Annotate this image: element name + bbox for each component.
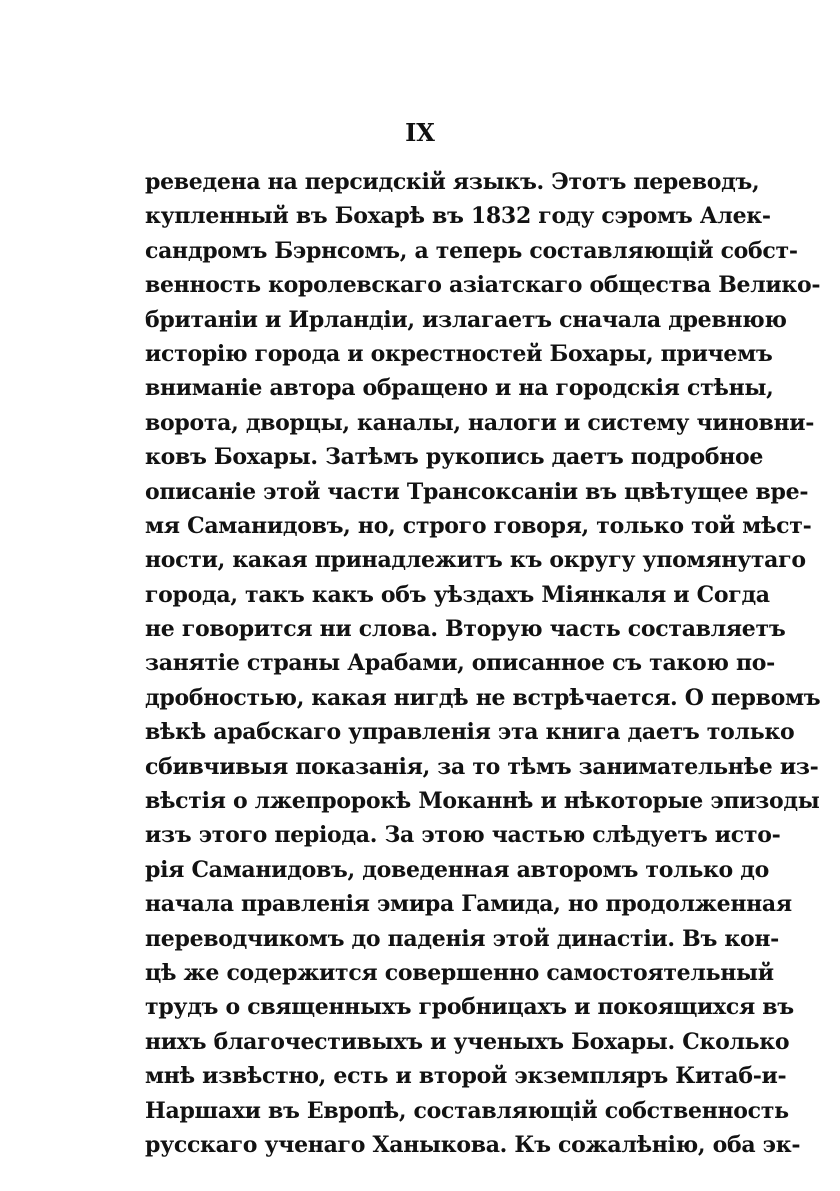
text-line: Наршахи въ Европѣ, составляющій собственность [145, 1097, 789, 1124]
text-line: начала правленія эмира Гамида, но продолженная [145, 891, 792, 918]
text-line: купленный въ Бохарѣ въ 1832 году сэромъ Алек- [145, 203, 771, 230]
text-line: цѣ же содержится совершенно самостоятельный [145, 959, 774, 986]
text-line: исторію города и окрестностей Бохары, причемъ [145, 340, 773, 367]
text-line: британіи и Ирландіи, излагаетъ сначала древнюю [145, 306, 787, 333]
text-line: переводчикомъ до паденія этой династіи. Въ кон- [145, 925, 779, 952]
text-line: сандромъ Бэрнсомъ, а теперь составляющій собст- [145, 237, 798, 264]
text-line: вѣкѣ арабскаго управленія эта книга даетъ только [145, 719, 795, 746]
text-line: описаніе этой части Трансоксаніи въ цвѣтущее вре- [145, 478, 809, 505]
text-line: изъ этого періода. За этою частью слѣдуетъ исто- [145, 822, 781, 849]
text-line: вниманіе автора обращено и на городскія стѣны, [145, 375, 774, 402]
text-line: ковъ Бохары. Затѣмъ рукопись даетъ подробное [145, 444, 764, 471]
text-line: трудъ о священныхъ гробницахъ и покоящихся въ [145, 994, 794, 1021]
text-line: ворота, дворцы, каналы, налоги и систему чиновни- [145, 409, 815, 436]
text-line: реведена на персидскій языкъ. Этотъ переводъ, [145, 169, 760, 195]
text-line: мнѣ извѣстно, есть и второй экземпляръ Китаб-и- [145, 1063, 787, 1090]
text-line: рія Саманидовъ, доведенная авторомъ только до [145, 856, 770, 883]
text-line: занятіе страны Арабами, описанное съ такою по- [145, 650, 775, 677]
page-number: IX [405, 118, 435, 147]
text-line: нихъ благочестивыхъ и ученыхъ Бохары. Сколько [145, 1028, 790, 1055]
body-text [145, 165, 821, 1162]
text-line: сбивчивыя показанія, за то тѣмъ занимательнѣе из- [145, 753, 819, 780]
text-line: русскаго ученаго Ханыкова. Къ сожалѣнію, оба эк- [145, 1131, 801, 1158]
text-line: города, такъ какъ объ уѣздахъ Міянкаля и Согда [145, 581, 770, 608]
text-line: не говорится ни слова. Вторую часть составляетъ [145, 616, 786, 643]
text-line: ности, какая принадлежитъ къ округу упомянутаго [145, 547, 806, 574]
text-line: вѣстія о лжепророкѣ Моканнѣ и нѣкоторые эпизоды [145, 788, 820, 815]
text-line: мя Саманидовъ, но, строго говоря, только той мѣст- [145, 512, 812, 539]
text-line: дробностью, какая нигдѣ не встрѣчается. О первомъ [145, 684, 821, 711]
text-line: венность королевскаго азіатскаго общества Велико- [145, 272, 821, 299]
